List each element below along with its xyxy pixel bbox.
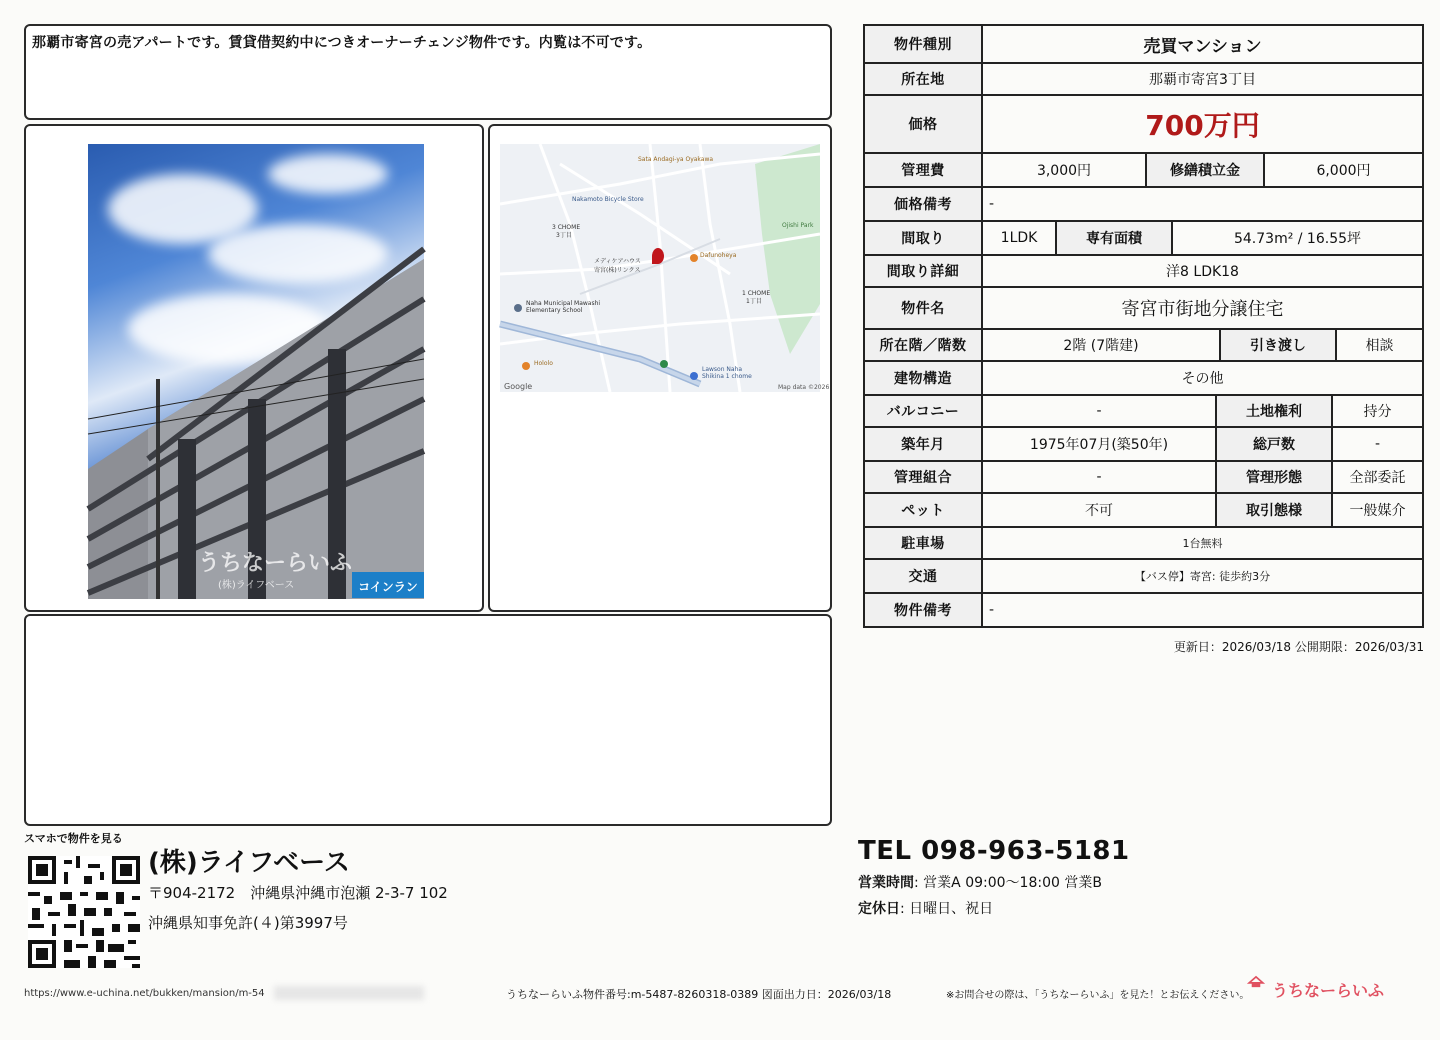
map-label-store: Nakamoto Bicycle Store: [572, 196, 644, 203]
map-label-ojishi: Ojishi Park: [782, 222, 814, 229]
floor-label: 所在階／階数: [865, 330, 983, 360]
google-logo: Google: [504, 382, 533, 391]
closed-days: [858, 898, 993, 918]
map-label-sata: Sata Andagi-ya Oyakawa: [638, 156, 714, 163]
repair-fund-value: 6,000円: [1316, 163, 1371, 179]
qr-code-icon[interactable]: [28, 856, 140, 968]
row-price-note: [863, 188, 1424, 222]
parking-value: 1台無料: [1182, 537, 1223, 550]
total-units-value: -: [1374, 436, 1381, 452]
row-name: [863, 288, 1424, 330]
name-label: 物件名: [865, 288, 983, 328]
hours-value: : 営業A 09:00〜18:00 営業B: [914, 875, 1102, 891]
price-value: 700万円: [1145, 109, 1260, 142]
map-label-lawson: Lawson Naha Shikina 1 chome: [702, 366, 752, 380]
business-hours: [858, 872, 1102, 892]
location-value: 那覇市寄宮3丁目: [1149, 72, 1256, 88]
row-pet: [863, 494, 1424, 528]
repair-fund-label: 修繕積立金: [1147, 154, 1265, 186]
handover-value: 相談: [1365, 338, 1394, 354]
pet-label: ペット: [865, 494, 983, 526]
cafe-icon[interactable]: [522, 362, 530, 370]
row-fees: [863, 154, 1424, 188]
qr-caption: スマホで物件を見る: [24, 832, 123, 845]
description-text: 那覇市寄宮の売アパートです。賃貸借契約中につきオーナーチェンジ物件です。内覧は不可です。: [32, 35, 652, 51]
listing-number: うちなーらいふ物件番号:m-5487-8260318-0389 図面出力日：2026/03/18: [506, 988, 892, 1001]
handover-label: 引き渡し: [1221, 330, 1337, 360]
type-value: 売買マンション: [1143, 36, 1262, 57]
row-balcony: [863, 396, 1424, 428]
photo-watermark-sub: (株)ライフベース: [218, 580, 295, 591]
school-icon[interactable]: [514, 304, 522, 312]
update-dates: 更新日：2026/03/18 公開期限：2026/03/31: [1173, 640, 1424, 654]
map-label-medical: メディケアハウス 寄宮(株)リンクス: [594, 258, 641, 274]
map-label-hololo: Hololo: [534, 360, 553, 367]
area-value: 54.73m² / 16.55坪: [1233, 231, 1362, 247]
park-icon[interactable]: [660, 360, 668, 368]
remarks-label: 物件備考: [865, 594, 983, 626]
structure-label: 建物構造: [865, 362, 983, 394]
building-photo: [88, 144, 424, 598]
price-note-label: 価格備考: [865, 188, 983, 220]
parking-label: 駐車場: [865, 528, 983, 558]
row-layout-detail: [863, 256, 1424, 288]
brand-logo-text: うちなーらいふ: [1272, 981, 1385, 1000]
company-license: 沖縄県知事免許(４)第3997号: [148, 914, 348, 932]
pet-value: 不可: [983, 494, 1217, 526]
row-floor: [863, 330, 1424, 362]
map-label-school: Naha Municipal Mawashi Elementary School: [526, 300, 601, 314]
map-roads: [500, 144, 820, 392]
store-icon[interactable]: [690, 372, 698, 380]
photo-watermark: うちなーらいふ: [198, 551, 353, 576]
mgmt-form-label: 管理形態: [1217, 462, 1333, 492]
row-parking: [863, 528, 1424, 560]
row-built: [863, 428, 1424, 462]
type-label: 物件種別: [865, 26, 983, 62]
price-label: 価格: [865, 96, 983, 152]
land-rights-value: 持分: [1363, 404, 1392, 420]
price-note-value: -: [989, 196, 995, 212]
map-label-3chome-jp: 3丁目: [556, 232, 572, 239]
trade-type-value: 一般媒介: [1349, 503, 1406, 519]
property-spec-table: [863, 24, 1424, 628]
map-label-dafuna: Dafunoheya: [700, 252, 737, 259]
company-address: 〒904-2172 沖縄県沖縄市泡瀬 2-3-7 102: [148, 884, 448, 902]
built-label: 築年月: [865, 428, 983, 460]
map-copyright: Map data ©2026: [778, 384, 830, 391]
row-structure: [863, 362, 1424, 396]
map-pin-icon[interactable]: [652, 248, 664, 264]
phone-number[interactable]: TEL 098-963-5181: [858, 836, 1130, 866]
closed-value: : 日曜日、祝日: [900, 901, 994, 917]
property-name-value: 寄宮市街地分譲住宅: [1121, 299, 1284, 320]
row-price: [863, 96, 1424, 154]
floor-value: 2階 (7階建): [983, 330, 1221, 360]
row-association: [863, 462, 1424, 494]
layout-label: 間取り: [865, 222, 983, 254]
remarks-value: -: [989, 602, 995, 618]
balcony-value: -: [983, 396, 1217, 426]
built-value: 1975年07月(築50年): [983, 428, 1217, 460]
listing-url[interactable]: https://www.e-uchina.net/bukken/mansion/m-54: [24, 988, 265, 999]
map-label-3chome: 3 CHOME: [552, 224, 581, 231]
total-units-label: 総戸数: [1217, 428, 1333, 460]
remarks-box: [24, 614, 832, 826]
association-value: -: [983, 462, 1217, 492]
house-logo-icon: [1246, 976, 1266, 988]
location-label: 所在地: [865, 64, 983, 94]
transport-label: 交通: [865, 560, 983, 592]
land-rights-label: 土地権利: [1217, 396, 1333, 426]
layout-detail-label: 間取り詳細: [865, 256, 983, 286]
association-label: 管理組合: [865, 462, 983, 492]
transport-value: 【バス停】寄宮: 徒歩約3分: [1134, 570, 1271, 583]
description-box: [24, 24, 832, 120]
mgmt-fee-label: 管理費: [865, 154, 983, 186]
row-type: [863, 24, 1424, 64]
restaurant-icon[interactable]: [690, 254, 698, 262]
closed-label: 定休日: [858, 901, 900, 917]
mgmt-fee-value: 3,000円: [983, 154, 1147, 186]
map-box: [488, 124, 832, 612]
laundry-sign: コインラン: [352, 572, 424, 598]
row-remarks: [863, 594, 1424, 628]
hours-label: 営業時間: [858, 875, 914, 891]
mgmt-form-value: 全部委託: [1349, 470, 1406, 486]
location-map[interactable]: [500, 144, 830, 392]
row-location: [863, 64, 1424, 96]
trade-type-label: 取引態様: [1217, 494, 1333, 526]
inquiry-notice: ※お問合せの際は、「うちなーらいふ」を見た！とお伝えください。: [946, 990, 1250, 1001]
url-redaction: [274, 986, 424, 1000]
company-name: (株)ライフベース: [148, 848, 350, 878]
layout-value: 1LDK: [983, 222, 1057, 254]
photo-box: [24, 124, 484, 612]
row-transport: [863, 560, 1424, 594]
map-label-1chome: 1 CHOME: [742, 290, 771, 297]
area-label: 専有面積: [1057, 222, 1173, 254]
layout-detail-value: 洋8 LDK18: [1166, 264, 1239, 280]
row-layout: [863, 222, 1424, 256]
balcony-label: バルコニー: [865, 396, 983, 426]
map-label-1chome-jp: 1丁目: [746, 298, 762, 305]
structure-value: その他: [1181, 371, 1224, 387]
